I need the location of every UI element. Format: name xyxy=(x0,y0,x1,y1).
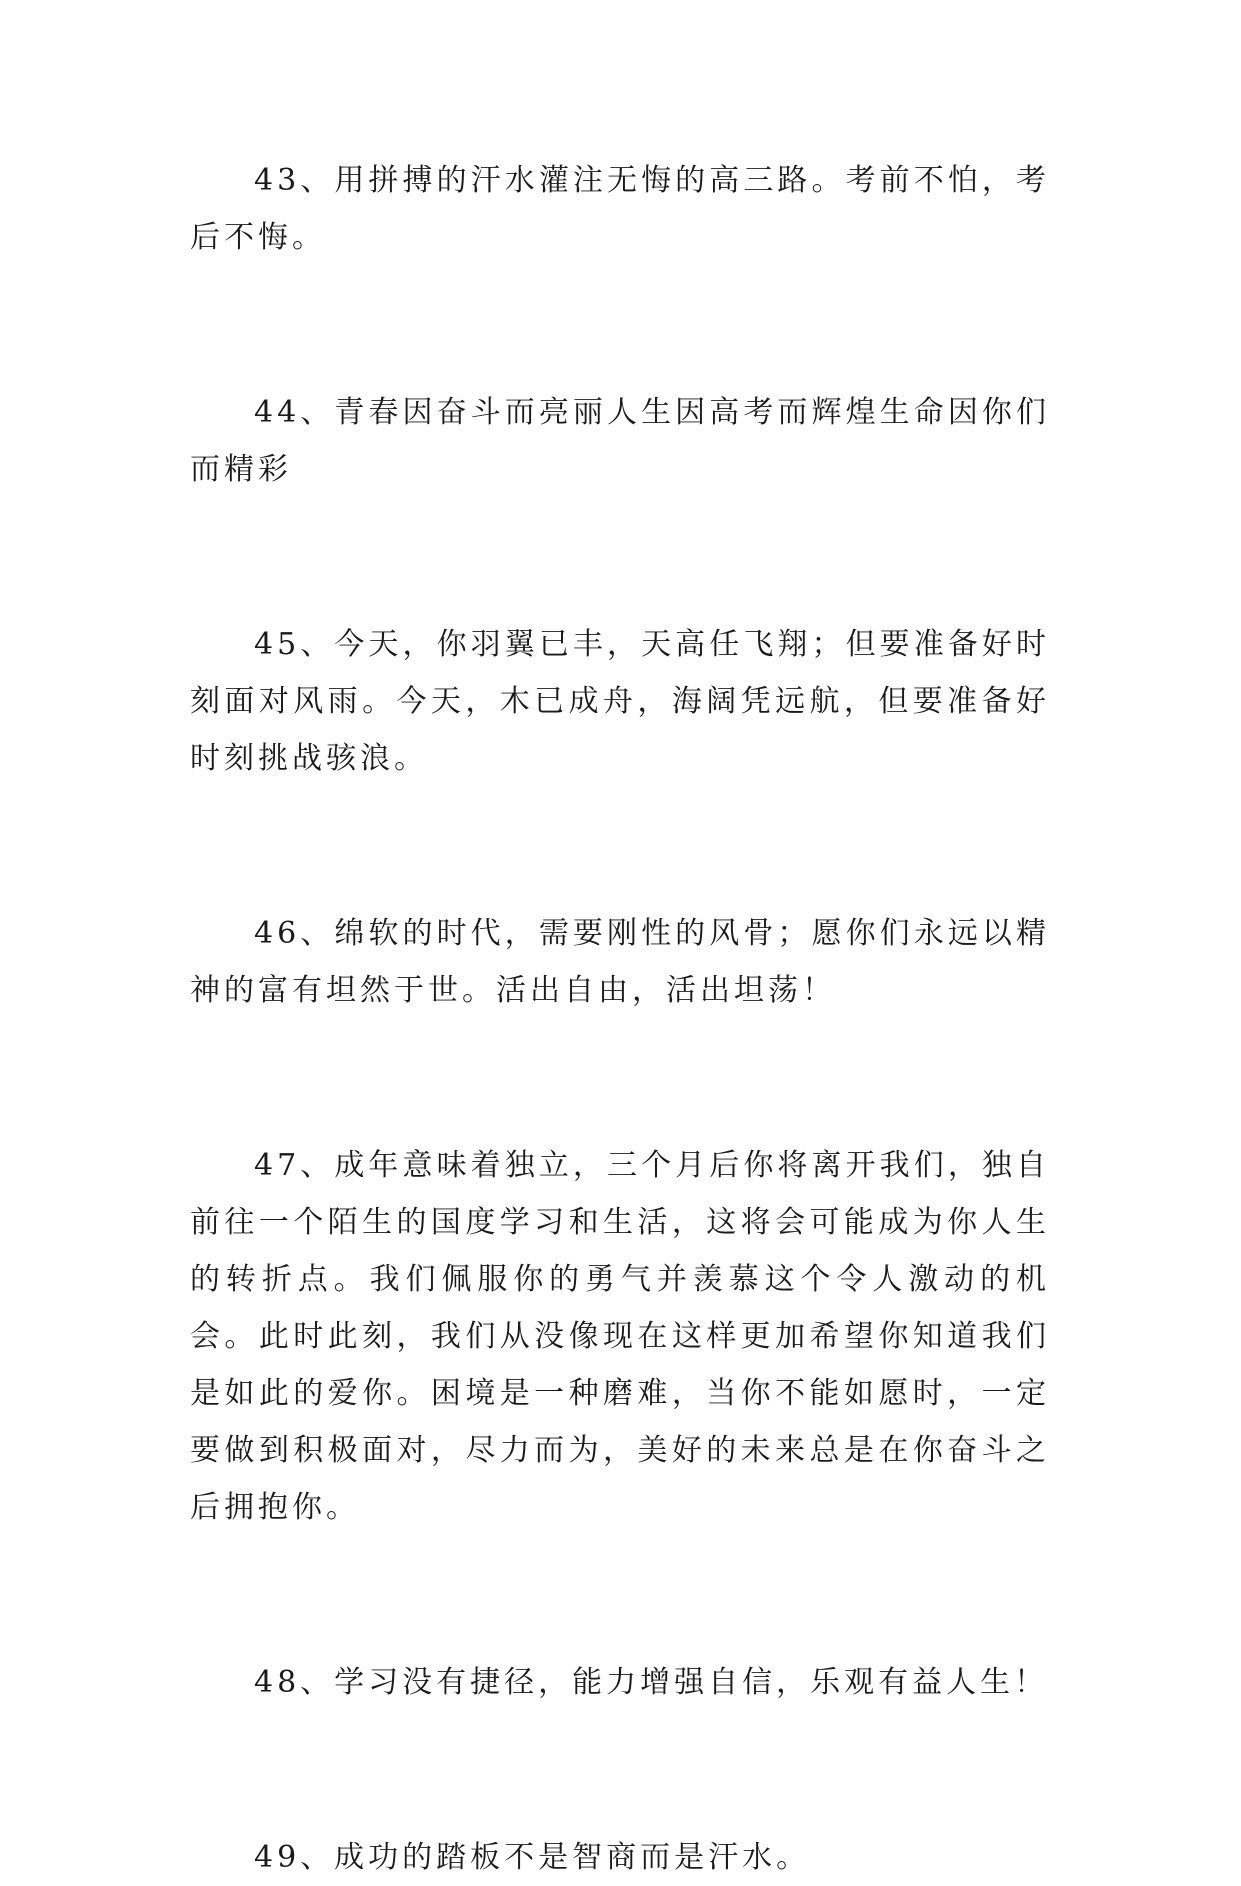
paragraph-46: 46、绵软的时代，需要刚性的风骨；愿你们永远以精神的富有坦然于世。活出自由，活出坦荡！ xyxy=(190,916,1050,1008)
paragraph-47: 47、成年意味着独立，三个月后你将离开我们，独自前往一个陌生的国度学习和生活，这将会可能成为你人生的转折点。我们佩服你的勇气并羡慕这个令人激动的机会。此时此刻，我们从没像现在这样更加希望你知道我们是如此的爱你。困境是一种磨难，当你不能如愿时，一定要做到积极面对，尽力而为，美好的未来总是在你奋斗之后拥抱你。 xyxy=(190,1148,1050,1525)
paragraph-44: 44、青春因奋斗而亮丽人生因高考而辉煌生命因你们而精彩 xyxy=(190,395,1050,487)
paragraph-43: 43、用拼搏的汗水灌注无悔的高三路。考前不怕，考后不悔。 xyxy=(190,163,1050,255)
document-body xyxy=(190,152,1050,1886)
paragraph-49: 49、成功的踏板不是智商而是汗水。 xyxy=(254,1840,811,1875)
paragraph-48: 48、学习没有捷径，能力增强自信，乐观有益人生！ xyxy=(254,1665,1049,1700)
paragraph-45: 45、今天，你羽翼已丰，天高任飞翔；但要准备好时刻面对风雨。今天，木已成舟，海阔凭远航，但要准备好时刻挑战骇浪。 xyxy=(190,627,1050,776)
